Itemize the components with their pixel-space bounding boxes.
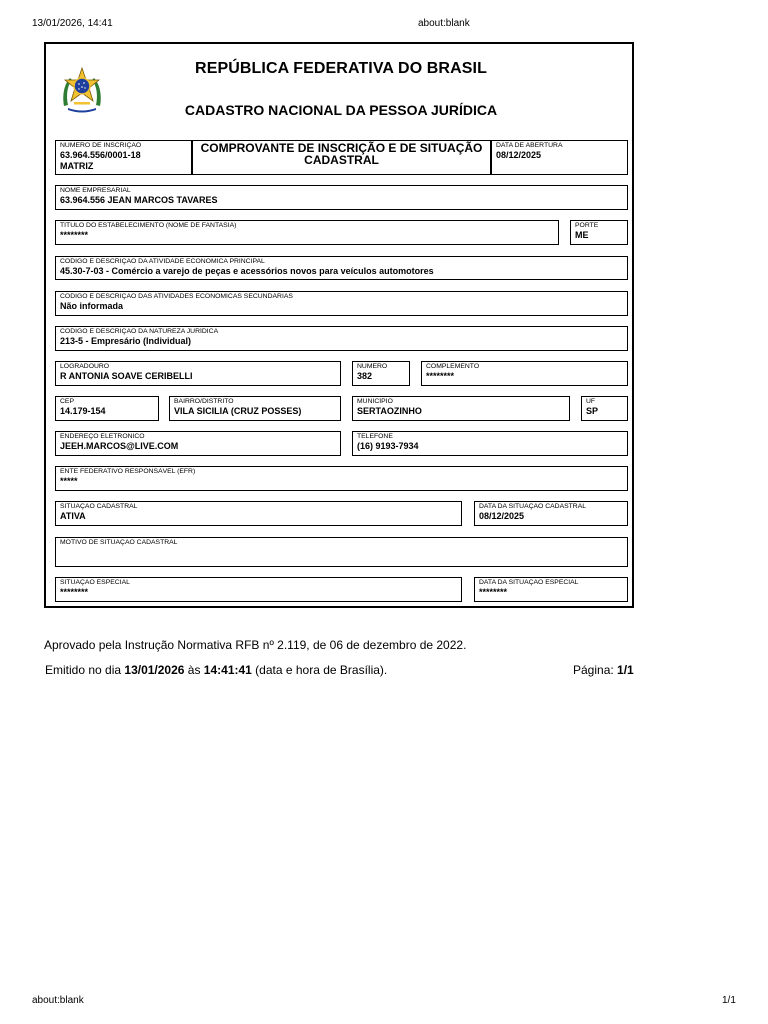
- print-page-title: about:blank: [418, 18, 470, 29]
- data-situacao-label: DATA DA SITUAÇÃO CADASTRAL: [479, 503, 587, 510]
- porte-value: ME: [575, 230, 589, 240]
- numero-value: 382: [357, 371, 373, 381]
- nome-empresarial-label: NOME EMPRESARIAL: [60, 187, 131, 194]
- situacao-especial-box: [55, 577, 462, 602]
- inscricao-label: NÚMERO DE INSCRIÇÃO: [60, 142, 142, 149]
- print-footer-page: 1/1: [722, 995, 736, 1006]
- complemento-box: [421, 361, 628, 386]
- nome-empresarial-box: [55, 185, 628, 210]
- nome-fantasia-value: ********: [60, 230, 89, 240]
- abertura-label: DATA DE ABERTURA: [496, 142, 563, 149]
- atividade-principal-label: CÓDIGO E DESCRIÇÃO DA ATIVIDADE ECONÔMICA PRINCIPAL: [60, 258, 265, 265]
- inscricao-tipo: MATRIZ: [60, 161, 94, 171]
- email-label: ENDEREÇO ELETRÔNICO: [60, 433, 145, 440]
- data-situacao-value: 08/12/2025: [479, 511, 525, 521]
- complemento-value: ********: [426, 371, 455, 381]
- email-box: [55, 431, 341, 456]
- uf-label: UF: [586, 398, 596, 405]
- abertura-box: [491, 140, 628, 175]
- page-prefix: Página:: [573, 663, 618, 677]
- municipio-value: SERTAOZINHO: [357, 406, 422, 416]
- nome-fantasia-label: TÍTULO DO ESTABELECIMENTO (NOME DE FANTASIA): [60, 222, 237, 229]
- bairro-box: [169, 396, 341, 421]
- numero-box: [352, 361, 410, 386]
- emission-date: 13/01/2026: [124, 663, 185, 677]
- atividade-principal-box: [55, 256, 628, 280]
- numero-label: NÚMERO: [357, 363, 388, 370]
- motivo-label: MOTIVO DE SITUAÇÃO CADASTRAL: [60, 539, 178, 546]
- bairro-label: BAIRRO/DISTRITO: [174, 398, 234, 405]
- page-value: 1/1: [617, 663, 634, 677]
- document-title: REPÚBLICA FEDERATIVA DO BRASIL: [195, 60, 487, 77]
- data-especial-label: DATA DA SITUAÇÃO ESPECIAL: [479, 579, 579, 586]
- inscricao-box: [55, 140, 192, 175]
- document-subtitle: CADASTRO NACIONAL DA PESSOA JURÍDICA: [184, 102, 498, 118]
- situacao-label: SITUAÇÃO CADASTRAL: [60, 503, 138, 510]
- atividades-secundarias-box: [55, 291, 628, 316]
- natureza-juridica-label: CÓDIGO E DESCRIÇÃO DA NATUREZA JURÍDICA: [60, 328, 219, 335]
- atividades-secundarias-value: Não informada: [60, 301, 124, 311]
- data-situacao-box: [474, 501, 628, 526]
- cnpj-certificate: [44, 42, 634, 608]
- data-especial-box: [474, 577, 628, 602]
- porte-label: PORTE: [575, 222, 599, 229]
- situacao-especial-value: ********: [60, 587, 89, 597]
- emission-suffix: (data e hora de Brasília).: [251, 663, 388, 677]
- efr-value: *****: [60, 476, 78, 486]
- bairro-value: VILA SICILIA (CRUZ POSSES): [174, 406, 302, 416]
- natureza-juridica-value: 213-5 - Empresário (Individual): [60, 336, 192, 346]
- nome-fantasia-box: [55, 220, 559, 245]
- atividade-principal-value: 45.30-7-03 - Comércio a varejo de peças e acessórios novos para veículos automotores: [60, 266, 434, 276]
- print-datetime: 13/01/2026, 14:41: [32, 18, 113, 29]
- uf-value: SP: [586, 406, 599, 416]
- municipio-label: MUNICÍPIO: [357, 398, 393, 405]
- efr-box: [55, 466, 628, 491]
- municipio-box: [352, 396, 570, 421]
- nome-empresarial-value: 63.964.556 JEAN MARCOS TAVARES: [60, 195, 218, 205]
- atividades-secundarias-label: CÓDIGO E DESCRIÇÃO DAS ATIVIDADES ECONÔMICAS SECUNDÁRIAS: [60, 293, 293, 300]
- motivo-box: [55, 537, 628, 567]
- logradouro-box: [55, 361, 341, 386]
- telefone-box: [352, 431, 628, 456]
- email-value: JEEH.MARCOS@LIVE.COM: [60, 441, 179, 451]
- emission-prefix: Emitido no dia: [45, 663, 125, 677]
- cep-label: CEP: [60, 398, 74, 405]
- porte-box: [570, 220, 628, 245]
- situacao-value: ATIVA: [60, 511, 86, 521]
- emission-mid: às: [184, 663, 204, 677]
- uf-box: [581, 396, 628, 421]
- situacao-especial-label: SITUAÇÃO ESPECIAL: [60, 579, 130, 586]
- logradouro-label: LOGRADOURO: [60, 363, 110, 370]
- situacao-box: [55, 501, 462, 526]
- natureza-juridica-box: [55, 326, 628, 351]
- cep-value: 14.179-154: [60, 406, 106, 416]
- approval-text: Aprovado pela Instrução Normativa RFB nº 2.119, de 06 de dezembro de 2022.: [44, 638, 467, 652]
- efr-label: ENTE FEDERATIVO RESPONSÁVEL (EFR): [60, 468, 196, 475]
- document-page-number: [573, 663, 634, 677]
- cep-box: [55, 396, 159, 421]
- telefone-value: (16) 9193-7934: [357, 441, 419, 451]
- complemento-label: COMPLEMENTO: [426, 363, 480, 370]
- data-especial-value: ********: [479, 587, 508, 597]
- logradouro-value: R ANTONIA SOAVE CERIBELLI: [60, 371, 193, 381]
- comprovante-title: COMPROVANTE DE INSCRIÇÃO E DE SITUAÇÃO CADASTRAL: [192, 140, 491, 175]
- inscricao-value: 63.964.556/0001-18: [60, 150, 141, 160]
- emission-time: 14:41:41: [203, 663, 252, 677]
- emission-text: [45, 663, 387, 677]
- abertura-value: 08/12/2025: [496, 150, 542, 160]
- print-footer-url: about:blank: [32, 995, 84, 1006]
- telefone-label: TELEFONE: [357, 433, 393, 440]
